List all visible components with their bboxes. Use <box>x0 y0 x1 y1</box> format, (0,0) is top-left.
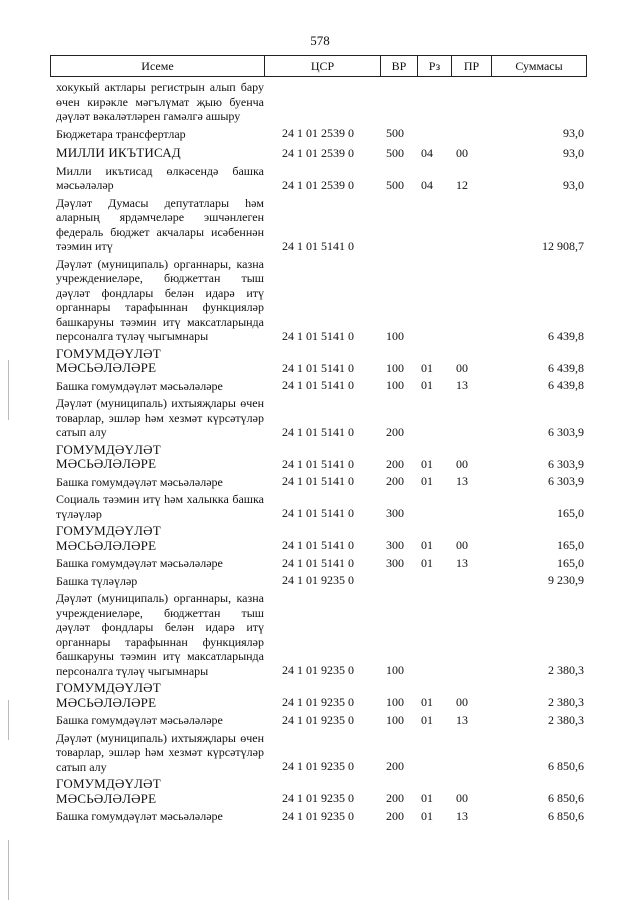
row-sum: 2 380,3 <box>548 695 584 709</box>
row-name: Дәүләт Думасы депутатлары һәм аларның ярдәмчеләре эшчәнлеген федераль бюджет акчалары исәбеннән тәэмин итү <box>56 195 264 253</box>
row-rz: 01 <box>421 712 433 727</box>
row-vr: 200 <box>386 808 404 823</box>
row-csr: 24 1 01 5141 0 <box>282 506 354 520</box>
row-csr: 24 1 01 5141 0 <box>282 360 354 375</box>
row-sum: 6 303,9 <box>548 424 584 439</box>
row-sum: 9 230,9 <box>548 573 584 587</box>
row-rz: 01 <box>421 538 433 552</box>
row-name: ГОМУМДӘҮЛӘТ МӘСЬӘЛӘЛӘРЕ <box>56 776 161 806</box>
header-name: Исеме <box>51 56 265 76</box>
row-csr: 24 1 01 5141 0 <box>282 238 354 253</box>
row-name: Башка гомумдәүләт мәсьәләләре <box>56 556 223 570</box>
row-pr: 12 <box>456 177 468 192</box>
row-name: ГОМУМДӘҮЛӘТ МӘСЬӘЛӘЛӘРЕ <box>56 523 161 553</box>
row-vr: 200 <box>386 456 404 471</box>
row-vr: 200 <box>386 791 404 805</box>
row-rz: 01 <box>421 808 433 823</box>
table-body <box>50 77 590 824</box>
row-sum: 6 439,8 <box>548 378 584 392</box>
row-rz: 01 <box>421 791 433 805</box>
row-name: Дәүләт (муниципаль) органнары, казна учреждениеләре, бюджеттан тыш дәүләт фондлары белән идарә итү органнары тарафыннан функцияләр башкаруны тәэмин итү максатларында персоналга түләү чыгымнары <box>56 591 264 678</box>
row-csr: 24 1 01 5141 0 <box>282 474 354 488</box>
row-csr: 24 1 01 5141 0 <box>282 555 354 570</box>
row-name: Башка гомумдәүләт мәсьәләләре <box>56 474 223 489</box>
row-name: Башка гомумдәүләт мәсьәләләре <box>56 378 223 393</box>
table-row <box>50 809 590 824</box>
row-name: Дәүләт (муниципаль) ихтыяҗлары өчен товарлар, эшләр һәм хезмәт күрсәтүләр сатып алу <box>56 730 264 774</box>
header-csr: ЦСР <box>265 56 381 76</box>
row-sum: 165,0 <box>557 538 584 552</box>
header-sum: Суммасы <box>492 56 587 76</box>
table-header <box>50 55 587 77</box>
row-vr: 100 <box>386 360 404 375</box>
row-name: Дәүләт (муниципаль) ихтыяҗлары өчен товарлар, эшләр һәм хезмәт күрсәтүләр сатып алу <box>56 396 264 439</box>
table-row <box>50 257 590 344</box>
row-sum: 93,0 <box>563 145 584 160</box>
row-rz: 01 <box>421 456 433 471</box>
row-name: Милли икътисад өлкәсендә башка мәсьәләләр <box>56 163 264 192</box>
table-row <box>50 556 590 571</box>
row-vr: 500 <box>386 126 404 140</box>
table-row <box>50 681 590 710</box>
row-vr: 200 <box>386 424 404 439</box>
row-rz: 01 <box>421 695 433 709</box>
row-rz: 01 <box>421 378 433 392</box>
table-row <box>50 492 590 521</box>
row-sum: 12 908,7 <box>542 238 584 253</box>
row-vr: 100 <box>386 378 404 392</box>
row-vr: 100 <box>386 663 404 677</box>
row-sum: 6 850,6 <box>548 791 584 805</box>
row-name: Дәүләт (муниципаль) органнары, казна учреждениеләре, бюджеттан тыш дәүләт фондлары белән идарә итү органнары тарафыннан функцияләр башкаруны тәэмин итү максатларында персоналга түләү чыгымнары <box>56 256 264 343</box>
table-row <box>50 146 590 161</box>
row-csr: 24 1 01 5141 0 <box>282 538 354 552</box>
table-row <box>50 475 590 490</box>
row-rz: 01 <box>421 360 433 375</box>
row-name: Башка гомумдәүләт мәсьәләләре <box>56 713 223 727</box>
row-csr: 24 1 01 9235 0 <box>282 695 354 709</box>
row-csr: 24 1 01 9235 0 <box>282 791 354 805</box>
table-row <box>50 379 590 394</box>
table-row <box>50 713 590 728</box>
row-name: ГОМУМДӘҮЛӘТ МӘСЬӘЛӘЛӘРЕ <box>56 441 161 471</box>
row-rz: 04 <box>421 177 433 192</box>
page-number: 578 <box>310 33 330 48</box>
row-rz: 01 <box>421 555 433 570</box>
row-csr: 24 1 01 5141 0 <box>282 328 354 343</box>
row-pr: 13 <box>456 712 468 727</box>
row-csr: 24 1 01 9235 0 <box>282 712 354 727</box>
table-row <box>50 80 590 124</box>
table-row <box>50 396 590 440</box>
row-csr: 24 1 01 5141 0 <box>282 378 354 392</box>
scan-margin-mark <box>8 360 9 420</box>
row-pr: 00 <box>456 695 468 709</box>
row-sum: 93,0 <box>563 126 584 140</box>
row-csr: 24 1 01 9235 0 <box>282 573 354 587</box>
row-sum: 165,0 <box>557 506 584 520</box>
row-vr: 200 <box>386 474 404 488</box>
row-name: Башка түләүләр <box>56 573 138 588</box>
table-row <box>50 127 590 142</box>
row-csr: 24 1 01 2539 0 <box>282 126 354 140</box>
row-sum: 6 850,6 <box>548 759 584 773</box>
row-name: ГОМУМДӘҮЛӘТ МӘСЬӘЛӘЛӘРЕ <box>56 680 161 710</box>
row-name: МИЛЛИ ИКЪТИСАД <box>56 145 181 160</box>
header-pr: ПР <box>452 56 492 76</box>
row-name: Бюджетара трансфертлар <box>56 126 186 141</box>
row-pr: 13 <box>456 378 468 392</box>
row-vr: 500 <box>386 145 404 160</box>
row-pr: 00 <box>456 791 468 805</box>
row-sum: 93,0 <box>563 177 584 192</box>
row-vr: 100 <box>386 712 404 727</box>
table-row <box>50 196 590 254</box>
row-sum: 2 380,3 <box>548 663 584 677</box>
table-row <box>50 347 590 376</box>
row-sum: 6 303,9 <box>548 456 584 471</box>
row-csr: 24 1 01 9235 0 <box>282 759 354 773</box>
table-row <box>50 164 590 193</box>
table-row <box>50 591 590 678</box>
row-vr: 300 <box>386 506 404 520</box>
row-csr: 24 1 01 9235 0 <box>282 808 354 823</box>
row-csr: 24 1 01 2539 0 <box>282 177 354 192</box>
table-row <box>50 524 590 553</box>
row-sum: 2 380,3 <box>548 712 584 727</box>
scan-margin-mark <box>8 700 9 740</box>
table-row <box>50 731 590 775</box>
row-pr: 00 <box>456 360 468 375</box>
row-pr: 13 <box>456 555 468 570</box>
row-csr: 24 1 01 9235 0 <box>282 663 354 677</box>
row-name: ГОМУМДӘҮЛӘТ МӘСЬӘЛӘЛӘРЕ <box>56 345 161 375</box>
row-csr: 24 1 01 5141 0 <box>282 424 354 439</box>
row-vr: 300 <box>386 555 404 570</box>
row-pr: 13 <box>456 808 468 823</box>
row-name: Социаль тәэмин итү һәм халыкка башка түләүләр <box>56 492 264 521</box>
row-pr: 00 <box>456 456 468 471</box>
row-csr: 24 1 01 2539 0 <box>282 145 354 160</box>
row-name: Башка гомумдәүләт мәсьәләләре <box>56 809 223 823</box>
row-csr: 24 1 01 5141 0 <box>282 456 354 471</box>
row-rz: 01 <box>421 474 433 488</box>
row-sum: 6 439,8 <box>548 328 584 343</box>
row-vr: 200 <box>386 759 404 773</box>
table-row <box>50 777 590 806</box>
table-row <box>50 443 590 472</box>
row-sum: 6 850,6 <box>548 808 584 823</box>
row-vr: 100 <box>386 695 404 709</box>
row-sum: 165,0 <box>557 555 584 570</box>
row-vr: 500 <box>386 177 404 192</box>
header-vr: ВР <box>381 56 418 76</box>
scan-margin-mark <box>8 840 9 900</box>
row-pr: 13 <box>456 474 468 488</box>
row-sum: 6 439,8 <box>548 360 584 375</box>
row-pr: 00 <box>456 145 468 160</box>
row-pr: 00 <box>456 538 468 552</box>
row-rz: 04 <box>421 145 433 160</box>
row-vr: 100 <box>386 328 404 343</box>
row-sum: 6 303,9 <box>548 474 584 488</box>
table-row <box>50 574 590 589</box>
row-vr: 300 <box>386 538 404 552</box>
header-rz: Рз <box>418 56 452 76</box>
row-name: хокукый актлары регистрын алып бару өчен кирәкле мәгълүмат җыю буенча дәүләт вәкаләтләрен гамәлгә ашыру <box>56 80 264 123</box>
